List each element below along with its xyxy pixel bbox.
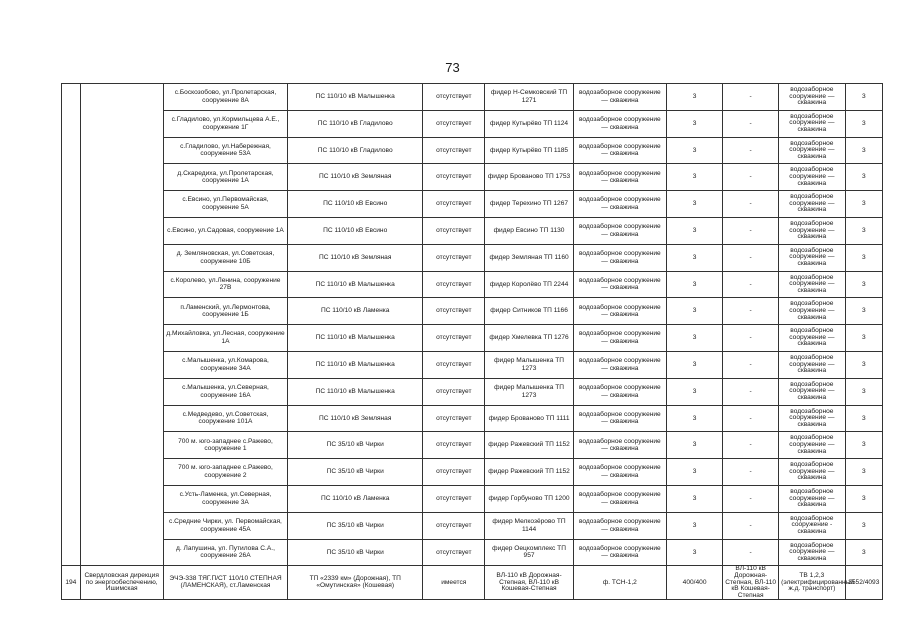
category2-cell: 3 [845,84,882,111]
substation-cell: ПС 35/10 кВ Чирки [288,459,423,486]
category-cell: 3 [667,432,723,459]
location-cell: с.Евсино, ул.Садовая, сооружение 1А [163,217,288,244]
object-cell: водозаборное сооружение — скважина [573,378,666,405]
last-row-org-cell: Свердловская дирекция по энергообеспечению, Ишимская [80,566,163,600]
category-cell: 3 [667,164,723,191]
dash-cell: - [723,298,779,325]
status-cell: отсутствует [423,191,485,218]
table-row [62,84,883,111]
category2-cell: 3 [845,325,882,352]
location-cell: с.Боскозобово, ул.Пролетарская, сооружение 8А [163,84,288,111]
substation-cell: ПС 110/10 кВ Земляная [288,244,423,271]
dash-cell: - [723,539,779,566]
status-cell: отсутствует [423,459,485,486]
table-row [62,485,883,512]
location-cell: д. Земляновская, ул.Советская, сооружение 10Б [163,244,288,271]
object-cell: водозаборное сооружение — скважина [573,191,666,218]
dash-cell: - [723,351,779,378]
status-cell: отсутствует [423,84,485,111]
feeder-cell: фидер Ситников ТП 1166 [485,298,573,325]
last-row-dash-cell: ВЛ-110 кВ Дорожная-Степная, ВЛ-110 кВ Кошевая-Степная [723,566,779,600]
feeder-cell: фидер Кутырёво ТП 1124 [485,110,573,137]
object2-cell: водозаборное сооружение — скважина [779,459,845,486]
org-cell-empty [80,84,163,566]
location-cell: с.Королево, ул.Ленина, сооружение 27В [163,271,288,298]
category-cell: 3 [667,84,723,111]
object-cell: водозаборное сооружение — скважина [573,539,666,566]
object2-cell: водозаборное сооружение — скважина [779,405,845,432]
status-cell: отсутствует [423,539,485,566]
object-cell: водозаборное сооружение — скважина [573,325,666,352]
status-cell: отсутствует [423,110,485,137]
category2-cell: 3 [845,512,882,539]
status-cell: отсутствует [423,432,485,459]
category-cell: 3 [667,378,723,405]
location-cell: 700 м. юго-западнее с.Ражево, сооружение 2 [163,459,288,486]
category2-cell: 3 [845,271,882,298]
status-cell: отсутствует [423,325,485,352]
substation-cell: ПС 35/10 кВ Чирки [288,539,423,566]
object-cell: водозаборное сооружение — скважина [573,512,666,539]
table-row [62,137,883,164]
location-cell: с.Медведево, ул.Советская, сооружение 101А [163,405,288,432]
feeder-cell: фидер Терехино ТП 1267 [485,191,573,218]
table-row [62,191,883,218]
dash-cell: - [723,378,779,405]
object2-cell: водозаборное сооружение — скважина [779,432,845,459]
dash-cell: - [723,325,779,352]
table-row [62,164,883,191]
feeder-cell: фидер Ражевский ТП 1152 [485,432,573,459]
dash-cell: - [723,405,779,432]
category2-cell: 3 [845,378,882,405]
feeder-cell: фидер Малышенка ТП 1273 [485,351,573,378]
dash-cell: - [723,432,779,459]
location-cell: д.Михайловка, ул.Лесная, сооружение 1А [163,325,288,352]
last-row-num-cell: 194 [62,566,81,600]
location-cell: 700 м. юго-западнее с.Ражево, сооружение 1 [163,432,288,459]
status-cell: отсутствует [423,405,485,432]
category-cell: 3 [667,485,723,512]
status-cell: отсутствует [423,244,485,271]
category-cell: 3 [667,351,723,378]
category-cell: 3 [667,325,723,352]
object-cell: водозаборное сооружение — скважина [573,164,666,191]
feeder-cell: фидер Ражевский ТП 1152 [485,459,573,486]
category-cell: 3 [667,191,723,218]
object-cell: водозаборное сооружение — скважина [573,485,666,512]
dash-cell: - [723,217,779,244]
dash-cell: - [723,271,779,298]
category2-cell: 3 [845,351,882,378]
object2-cell: водозаборное сооружение — скважина [779,110,845,137]
substation-cell: ПС 110/10 кВ Ламенка [288,485,423,512]
substation-cell: ПС 110/10 кВ Малышенка [288,378,423,405]
category2-cell: 3 [845,244,882,271]
dash-cell: - [723,459,779,486]
object-cell: водозаборное сооружение — скважина [573,271,666,298]
object2-cell: водозаборное сооружение — скважина [779,539,845,566]
table-row [62,459,883,486]
object-cell: водозаборное сооружение — скважина [573,405,666,432]
dash-cell: - [723,512,779,539]
dash-cell: - [723,84,779,111]
page-number: 73 [445,60,460,75]
object-cell: водозаборное сооружение — скважина [573,137,666,164]
feeder-cell: фидер Земляная ТП 1160 [485,244,573,271]
feeder-cell: фидер Евсино ТП 1130 [485,217,573,244]
location-cell: с.Средние Чирки, ул. Первомайская, сооружение 45А [163,512,288,539]
table-row [62,110,883,137]
dash-cell: - [723,191,779,218]
status-cell: отсутствует [423,137,485,164]
category2-cell: 3 [845,137,882,164]
category-cell: 3 [667,405,723,432]
location-cell: с.Евсино, ул.Первомайская, сооружение 5А [163,191,288,218]
feeder-cell: фидер Королёво ТП 2244 [485,271,573,298]
object2-cell: водозаборное сооружение — скважина [779,191,845,218]
table-row [62,566,883,600]
last-row-cat-cell: 400/400 [667,566,723,600]
substation-cell: ПС 35/10 кВ Чирки [288,432,423,459]
location-cell: с.Гладилово, ул.Кормильцева А.Е., сооружение 1Г [163,110,288,137]
feeder-cell: фидер Брованово ТП 1111 [485,405,573,432]
table-row [62,378,883,405]
category2-cell: 3 [845,405,882,432]
object2-cell: водозаборное сооружение — скважина [779,271,845,298]
substation-cell: ПС 110/10 кВ Земляная [288,164,423,191]
location-cell: с.Усть-Ламенка, ул.Северная, сооружение 3А [163,485,288,512]
object2-cell: водозаборное сооружение — скважина [779,325,845,352]
object-cell: водозаборное сооружение — скважина [573,217,666,244]
substation-cell: ПС 110/10 кВ Малышенка [288,271,423,298]
last-row-obj-cell: ф. ТСН-1,2 [573,566,666,600]
status-cell: отсутствует [423,217,485,244]
object-cell: водозаборное сооружение — скважина [573,298,666,325]
category-cell: 3 [667,110,723,137]
last-row-ps-cell: ТП «2339 км» (Дорожная), ТП «Омутинская» (Кошевая) [288,566,423,600]
object-cell: водозаборное сооружение — скважина [573,84,666,111]
feeder-cell: фидер Н-Семковский ТП 1271 [485,84,573,111]
substation-cell: ПС 110/10 кВ Земляная [288,405,423,432]
dash-cell: - [723,110,779,137]
substation-cell: ПС 110/10 кВ Гладилово [288,137,423,164]
category-cell: 3 [667,137,723,164]
object2-cell: водозаборное сооружение — скважина [779,84,845,111]
object-cell: водозаборное сооружение — скважина [573,432,666,459]
substation-cell: ПС 35/10 кВ Чирки [288,512,423,539]
dash-cell: - [723,137,779,164]
substation-cell: ПС 110/10 кВ Гладилово [288,110,423,137]
last-row-feeder-cell: ВЛ-110 кВ Дорожная-Степная, ВЛ-110 кВ Кошевая-Степная [485,566,573,600]
location-cell: с.Малышенка, ул.Северная, сооружение 16А [163,378,288,405]
category-cell: 3 [667,539,723,566]
category2-cell: 3 [845,110,882,137]
object-cell: водозаборное сооружение — скважина [573,351,666,378]
category-cell: 3 [667,298,723,325]
index-cell-empty [62,84,81,566]
table-row [62,539,883,566]
substation-cell: ПС 110/10 кВ Евсино [288,217,423,244]
category-cell: 3 [667,459,723,486]
category-cell: 3 [667,244,723,271]
object2-cell: водозаборное сооружение — скважина [779,351,845,378]
object2-cell: водозаборное сооружение - скважина [779,512,845,539]
status-cell: отсутствует [423,512,485,539]
data-table [61,83,883,600]
feeder-cell: фидер Горбуново ТП 1200 [485,485,573,512]
object2-cell: водозаборное сооружение — скважина [779,485,845,512]
status-cell: отсутствует [423,351,485,378]
feeder-cell: фидер Мелкозёрово ТП 1144 [485,512,573,539]
table-row [62,512,883,539]
object2-cell: водозаборное сооружение — скважина [779,217,845,244]
status-cell: отсутствует [423,378,485,405]
status-cell: отсутствует [423,485,485,512]
category2-cell: 3 [845,432,882,459]
object2-cell: водозаборное сооружение — скважина [779,378,845,405]
category2-cell: 3 [845,459,882,486]
dash-cell: - [723,164,779,191]
substation-cell: ПС 110/10 кВ Малышенка [288,351,423,378]
table-row [62,298,883,325]
location-cell: д.Скаредиха, ул.Пролетарская, сооружение 1А [163,164,288,191]
status-cell: отсутствует [423,271,485,298]
last-row-cat2-cell: 3552/4093 [845,566,882,600]
object2-cell: водозаборное сооружение — скважина [779,164,845,191]
table-row [62,244,883,271]
location-cell: д. Лапушина, ул. Путилова С.А., сооружение 26А [163,539,288,566]
feeder-cell: фидер Малышенка ТП 1273 [485,378,573,405]
dash-cell: - [723,244,779,271]
dash-cell: - [723,485,779,512]
category2-cell: 3 [845,485,882,512]
table-row [62,325,883,352]
object-cell: водозаборное сооружение — скважина [573,110,666,137]
category2-cell: 3 [845,217,882,244]
table-row [62,405,883,432]
table-row [62,432,883,459]
feeder-cell: фидер Хмелевка ТП 1276 [485,325,573,352]
category2-cell: 3 [845,191,882,218]
feeder-cell: фидер Кутырёво ТП 1185 [485,137,573,164]
object-cell: водозаборное сооружение — скважина [573,459,666,486]
location-cell: с.Гладилово, ул.Набережная, сооружение 53А [163,137,288,164]
substation-cell: ПС 110/10 кВ Ламенка [288,298,423,325]
status-cell: отсутствует [423,298,485,325]
category2-cell: 3 [845,539,882,566]
location-cell: п.Ламенский, ул.Лермонтова, сооружение 1Б [163,298,288,325]
object-cell: водозаборное сооружение — скважина [573,244,666,271]
last-row-obj2-cell: ТВ 1,2,3 (электрифицированный ж.д. транспорт) [779,566,845,600]
category2-cell: 3 [845,298,882,325]
object2-cell: водозаборное сооружение — скважина [779,298,845,325]
object2-cell: водозаборное сооружение — скважина [779,137,845,164]
substation-cell: ПС 110/10 кВ Малышенка [288,325,423,352]
substation-cell: ПС 110/10 кВ Малышенка [288,84,423,111]
table-row [62,271,883,298]
table-row [62,217,883,244]
feeder-cell: фидер Оецкомплекс ТП 957 [485,539,573,566]
table-row [62,351,883,378]
category2-cell: 3 [845,164,882,191]
last-row-loc-cell: ЭЧЭ-338 ТЯГ.П/СТ 110/10 СТЕПНАЯ (ЛАМЕНСКАЯ), ст.Ламенская [163,566,288,600]
feeder-cell: фидер Брованово ТП 1753 [485,164,573,191]
category-cell: 3 [667,217,723,244]
substation-cell: ПС 110/10 кВ Евсино [288,191,423,218]
last-row-st-cell: имеется [423,566,485,600]
category-cell: 3 [667,512,723,539]
location-cell: с.Малышенка, ул.Комарова, сооружение 34А [163,351,288,378]
category-cell: 3 [667,271,723,298]
status-cell: отсутствует [423,164,485,191]
object2-cell: водозаборное сооружение — скважина [779,244,845,271]
